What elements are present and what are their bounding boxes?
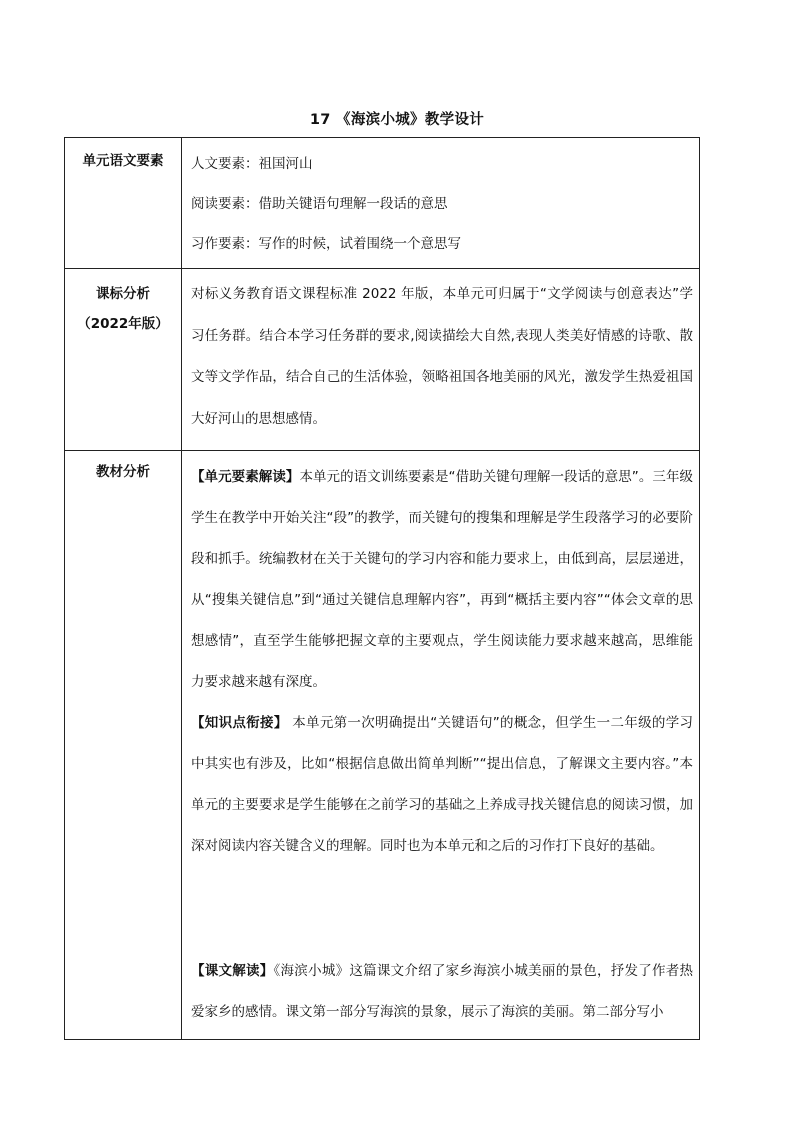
element-humanities: 人文要素：祖国河山 [191,156,313,172]
table-row-textbook-analysis [65,451,700,1040]
paragraph-text: 《海滨小城》这篇课文介绍了家乡海滨小城美丽的景色，抒发了作者热爱家乡的感情。课文第一部分写海滨的景象，展示了海滨的美丽。第二部分写小 [191,963,694,1020]
table-row-unit-elements [65,138,700,269]
paragraph-heading: 【知识点衔接】 [191,715,288,731]
paragraph-text: 本单元的语文训练要素是“借助关键句理解一段话的意思”。三年级学生在教学中开始关注“段”的教学，而关键句的搜集和理解是学生段落学习的必要阶段和抓手。统编教材在关于关键句的学习内容和能力要求上，由低到高，层层递进，从“搜集关键信息”到“通过关键信息理解内容”，再到“概括主要内容”“体会文章的思想感情”，直至学生能够把握文章的主要观点，学生阅读能力要求越来越高，思维能力要求越来越有深度。 [191,469,693,690]
label-curriculum-standard: 课标分析（2022年版） [65,269,182,451]
table-row-curriculum-standard [65,269,700,451]
paragraph-text: 本单元第一次明确提出“关键语句”的概念，但学生一二年级的学习中其实也有涉及，比如“根据信息做出简单判断”“提出信息，了解课文主要内容。”本单元的主要要求是学生能够在之前学习的基础之上养成寻找关键信息的阅读习惯，加深对阅读内容关键含义的理解。同时也为本单元和之后的习作打下良好的基础。 [191,715,693,854]
label-unit-elements: 单元语文要素 [65,138,182,269]
paragraph-heading: 【课文解读】 [191,963,274,979]
paragraph-heading: 【单元要素解读】 [191,469,300,485]
content-textbook-analysis [182,451,700,1040]
paragraph-knowledge-connection [191,703,693,867]
paragraph-text-interpretation [191,951,693,1033]
element-reading: 阅读要素：借助关键语句理解一段话的意思 [191,196,448,212]
element-writing: 习作要素：写作的时候，试着围绕一个意思写 [191,236,461,252]
content-curriculum-standard [182,269,700,451]
paragraph-spacer [191,867,693,951]
paragraph-unit-elements-interpretation [191,457,693,703]
label-textbook-analysis: 教材分析 [65,451,182,1040]
teaching-design-table [64,137,700,1040]
page-title: 17 《海滨小城》教学设计 [309,112,485,128]
content-unit-elements [182,138,700,269]
curriculum-standard-text: 对标义务教育语文课程标准 2022 年版，本单元可归属于“文学阅读与创意表达”学习任务群。结合本学习任务群的要求,阅读描绘大自然,表现人类美好情感的诗歌、散文等文学作品，结合自己的生活体验，领略祖国各地美丽的风光，激发学生热爱祖国大好河山的思想感情。 [191,286,693,427]
